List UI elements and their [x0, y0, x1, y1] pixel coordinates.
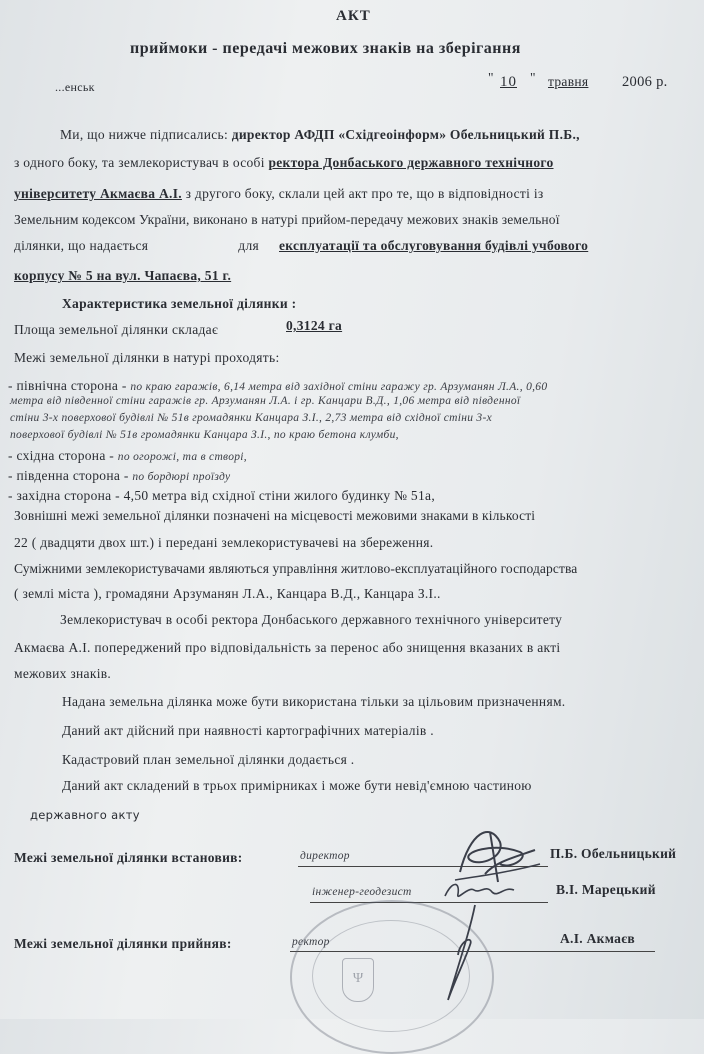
north-side-line: поверхової будівлі № 51в громадянки Канцара З.І., по краю бетона клумби,: [10, 429, 399, 441]
north-side-line: метра від південної стіни гаражів гр. Арзуманян Л.А. і гр. Канцари В.Д., 1,06 метра від південної: [10, 395, 521, 407]
trident-emblem-icon: Ψ: [342, 958, 374, 1002]
director-role: директор: [300, 850, 350, 862]
boundaries-set-label: Межі земельної ділянки встановив:: [14, 850, 243, 865]
rector-signature: [430, 900, 490, 1010]
warning-line: Землекористувач в особі ректора Донбаського державного технічного університету: [60, 612, 563, 627]
copies-line: Даний акт складений в трьох примірниках і може бути невід'ємною частиною: [62, 778, 532, 793]
date-year: 2006 р.: [622, 74, 668, 90]
document-title: АКТ: [336, 8, 371, 24]
date-quote-open: ": [488, 70, 494, 85]
bounds-heading: Межі земельної ділянки в натурі проходять:: [14, 350, 280, 365]
validity-line: Даний акт дійсний при наявності картографічних матеріалів .: [62, 723, 434, 738]
paragraph-line: з одного боку, та землекористувач в особі ректора Донбаського державного технічного: [14, 155, 554, 170]
paragraph-line: Ми, що нижче підписались: директор АФДП «Східгеоінформ» Обельницький П.Б.,: [60, 127, 580, 142]
west-side-line: - західна сторона - 4,50 метра від східної стіни жилого будинку № 51а,: [8, 488, 435, 503]
city-name: ...енськ: [55, 80, 95, 94]
boundaries-accepted-label: Межі земельної ділянки прийняв:: [14, 936, 232, 951]
paragraph-line: Земельним кодексом України, виконано в натурі прийом-передачу межових знаків земельної: [14, 212, 560, 227]
outer-bounds-line: Зовнішні межі земельної ділянки позначені на місцевості межовими знаками в кількості: [14, 508, 536, 523]
copies-line: державного акту: [30, 808, 140, 822]
north-side-line: - північна сторона - по краю гаражів, 6,14 метра від західної стіни гаражу гр. Арзуманян Л.А., 0,60: [8, 378, 548, 393]
paragraph-line: університету Акмаєва А.І. з другого боку, склали цей акт про те, що в відповідності із: [14, 186, 544, 201]
east-side-line: - східна сторона - по огорожі, та в створі,: [8, 448, 247, 463]
engineer-role: інженер-геодезист: [312, 886, 412, 898]
south-side-line: - південна сторона - по бордюрі проїзду: [8, 468, 231, 483]
date-quote-close: ": [530, 70, 536, 85]
warning-line: межових знаків.: [14, 666, 112, 681]
document-subtitle: приймоки - передачі межових знаків на зберігання: [130, 40, 521, 57]
director-name: П.Б. Обельницький: [550, 846, 677, 861]
adjacent-users-line: ( землі міста ), громадяни Арзуманян Л.А., Канцара В.Д., Канцара З.І..: [14, 586, 441, 601]
date-day: 10: [500, 74, 517, 90]
warning-line: Акмаєва А.І. попереджений про відповідальність за перенос або знищення вказаних в акті: [14, 640, 561, 655]
usage-line: Надана земельна ділянка може бути використана тільки за цільовим призначенням.: [62, 694, 566, 709]
north-side-line: стіни 3-х поверхової будівлі № 51в громадянки Канцара З.І., 2,73 метра від східної стіни 3-х: [10, 412, 493, 424]
paragraph-line: ділянки, що надається для експлуатації та обслуговування будівлі учбового: [14, 238, 589, 253]
characteristics-heading: Характеристика земельної ділянки :: [62, 296, 297, 311]
rector-name: А.І. Акмаєв: [560, 931, 635, 946]
outer-bounds-line: 22 ( двадцяти двох шт.) і передані землекористувачеві на збереження.: [14, 535, 434, 550]
rector-role: ректор: [292, 936, 330, 948]
adjacent-users-line: Суміжними землекористувачами являються управління житлово-експлуатаційного господарства: [14, 561, 578, 576]
area-label: Площа земельної ділянки складає: [14, 322, 219, 337]
paragraph-line: корпусу № 5 на вул. Чапаєва, 51 г.: [14, 268, 232, 283]
cadastral-line: Кадастровий план земельної ділянки додається .: [62, 752, 355, 767]
date-month: травня: [548, 74, 589, 89]
area-value: 0,3124 га: [286, 318, 343, 333]
engineer-name: В.І. Марецький: [556, 882, 656, 897]
